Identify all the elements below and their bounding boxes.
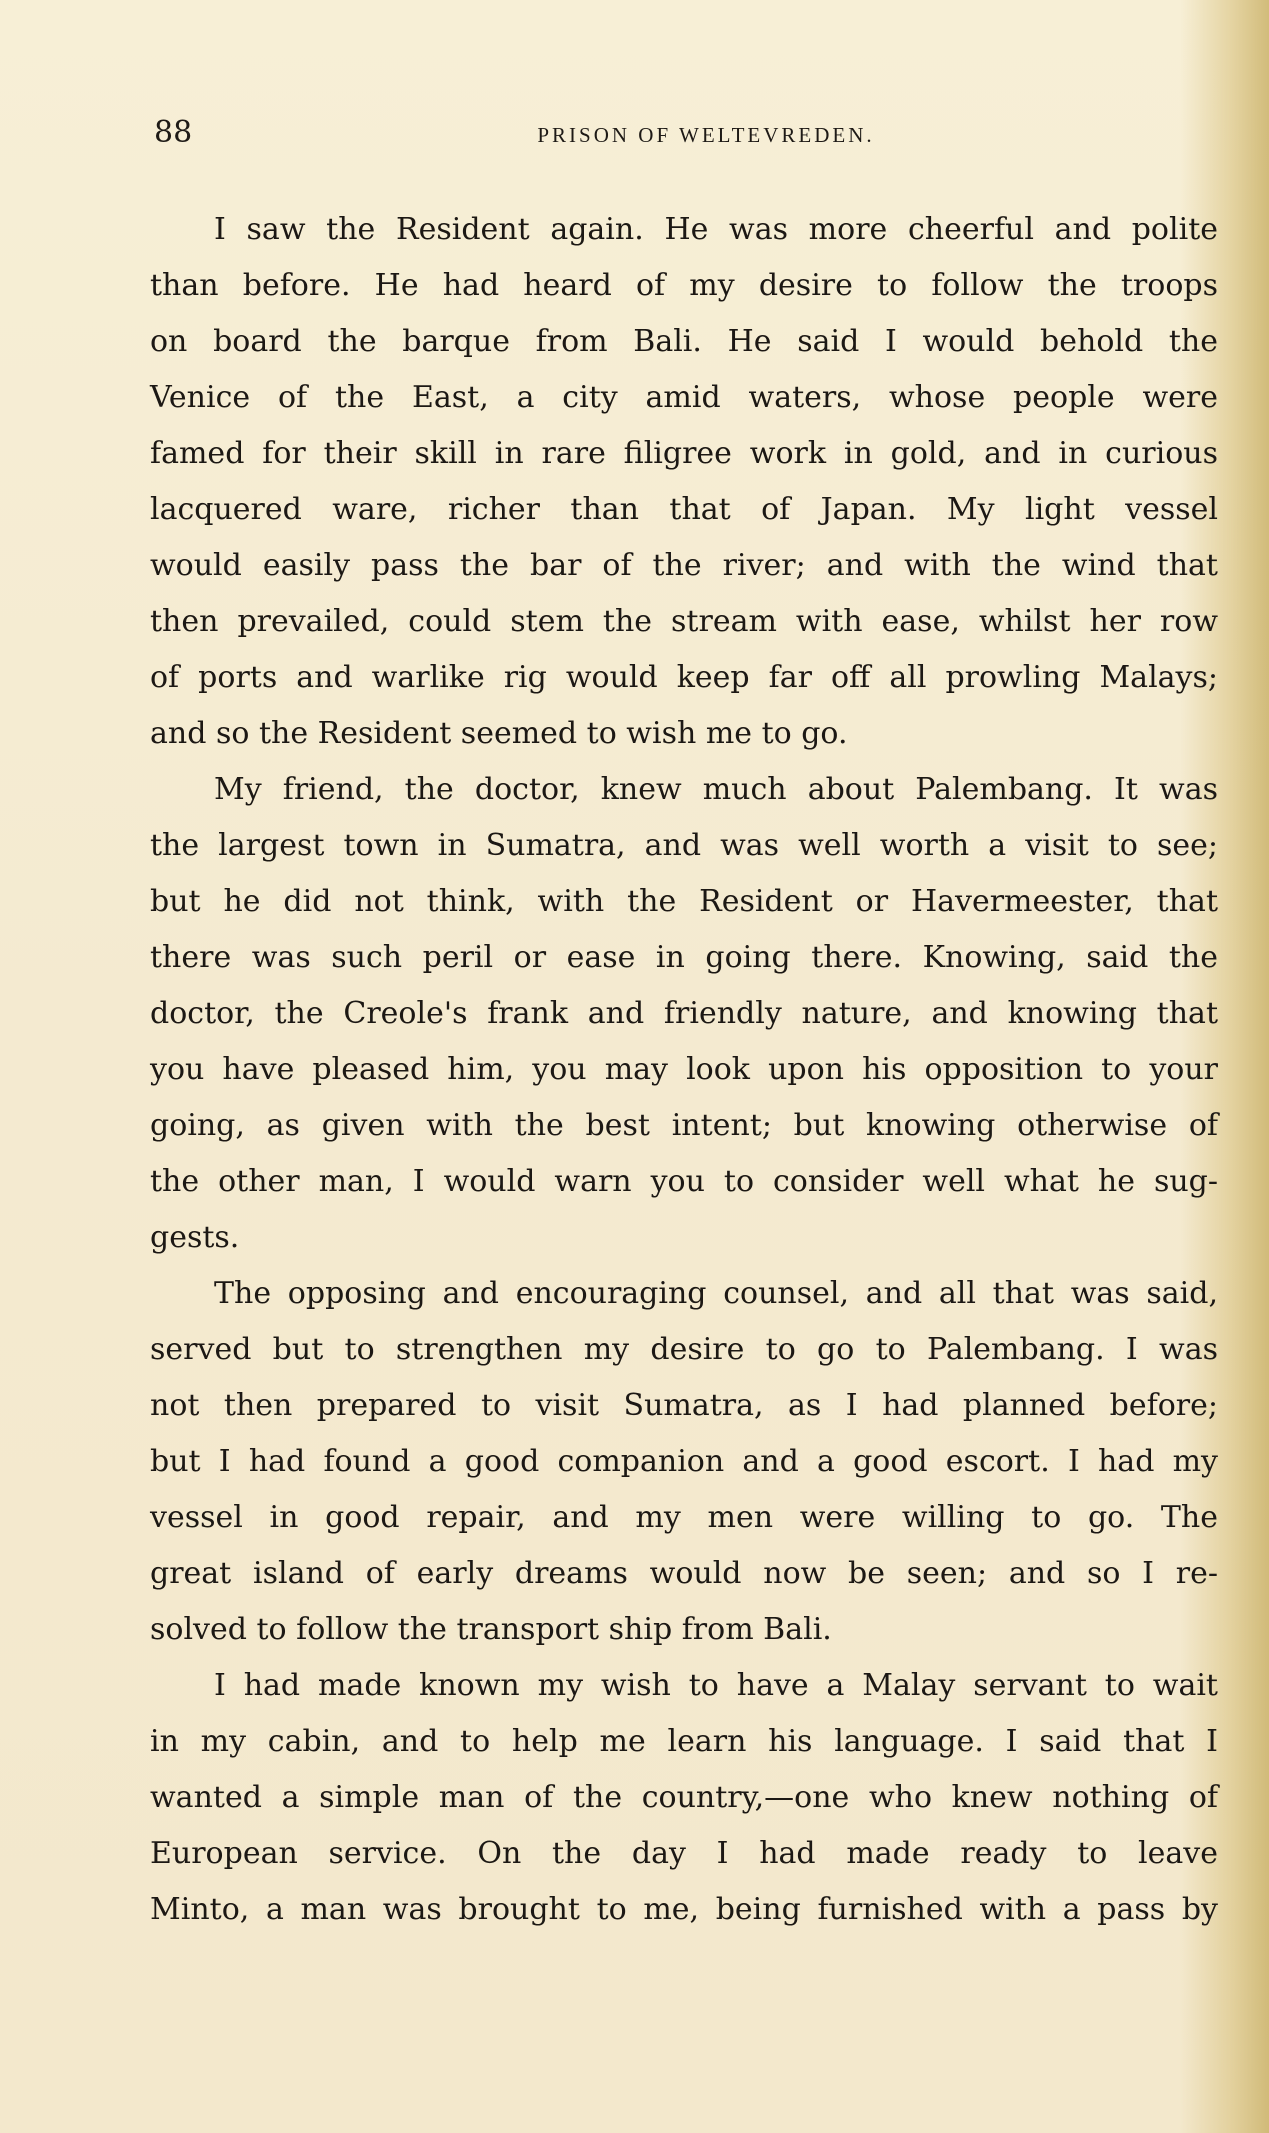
body-text	[150, 202, 1218, 1938]
text-line: famed for their skill in rare filigree work in gold, and in curious	[150, 436, 1218, 471]
text-line: served but to strengthen my desire to go to Palembang. I was	[150, 1332, 1218, 1367]
text-line: wanted a simple man of the country,—one who knew nothing of	[150, 1780, 1218, 1815]
text-line: vessel in good repair, and my men were willing to go. The	[150, 1500, 1218, 1535]
text-line: there was such peril or ease in going there. Knowing, said the	[150, 940, 1218, 975]
text-line: gests.	[150, 1220, 240, 1255]
text-line: I saw the Resident again. He was more cheerful and polite	[214, 212, 1218, 247]
text-line: of ports and warlike rig would keep far off all prowling Malays;	[150, 660, 1218, 695]
text-line: Venice of the East, a city amid waters, whose people were	[150, 380, 1218, 415]
page-number: 88	[154, 115, 193, 150]
text-line: you have pleased him, you may look upon his opposition to your	[150, 1052, 1218, 1087]
text-line: doctor, the Creole's frank and friendly nature, and knowing that	[150, 996, 1218, 1031]
text-line: solved to follow the transport ship from Bali.	[150, 1612, 832, 1647]
text-line: the other man, I would warn you to consider well what he sug-	[150, 1164, 1218, 1199]
text-line: European service. On the day I had made ready to leave	[150, 1836, 1218, 1871]
text-line: The opposing and encouraging counsel, and all that was said,	[214, 1276, 1218, 1311]
text-line: then prevailed, could stem the stream with ease, whilst her row	[150, 604, 1218, 639]
text-line: lacquered ware, richer than that of Japan. My light vessel	[150, 492, 1218, 527]
text-line: going, as given with the best intent; but knowing otherwise of	[150, 1108, 1218, 1143]
text-line: but I had found a good companion and a good escort. I had my	[150, 1444, 1218, 1479]
text-line: the largest town in Sumatra, and was well worth a visit to see;	[150, 828, 1218, 863]
text-line: great island of early dreams would now be seen; and so I re-	[150, 1556, 1218, 1591]
text-line: My friend, the doctor, knew much about Palembang. It was	[214, 772, 1218, 807]
text-line: than before. He had heard of my desire to follow the troops	[150, 268, 1218, 303]
running-title: PRISON OF WELTEVREDEN.	[537, 123, 875, 147]
text-line: and so the Resident seemed to wish me to go.	[150, 716, 848, 751]
text-line: would easily pass the bar of the river; and with the wind that	[150, 548, 1218, 583]
text-line: in my cabin, and to help me learn his language. I said that I	[150, 1724, 1218, 1759]
running-head	[154, 113, 1218, 153]
text-line: I had made known my wish to have a Malay servant to wait	[214, 1668, 1218, 1703]
text-line: Minto, a man was brought to me, being furnished with a pass by	[150, 1892, 1218, 1927]
text-line: not then prepared to visit Sumatra, as I had planned before;	[150, 1388, 1218, 1423]
text-line: on board the barque from Bali. He said I would behold the	[150, 324, 1218, 359]
text-line: but he did not think, with the Resident or Havermeester, that	[150, 884, 1218, 919]
